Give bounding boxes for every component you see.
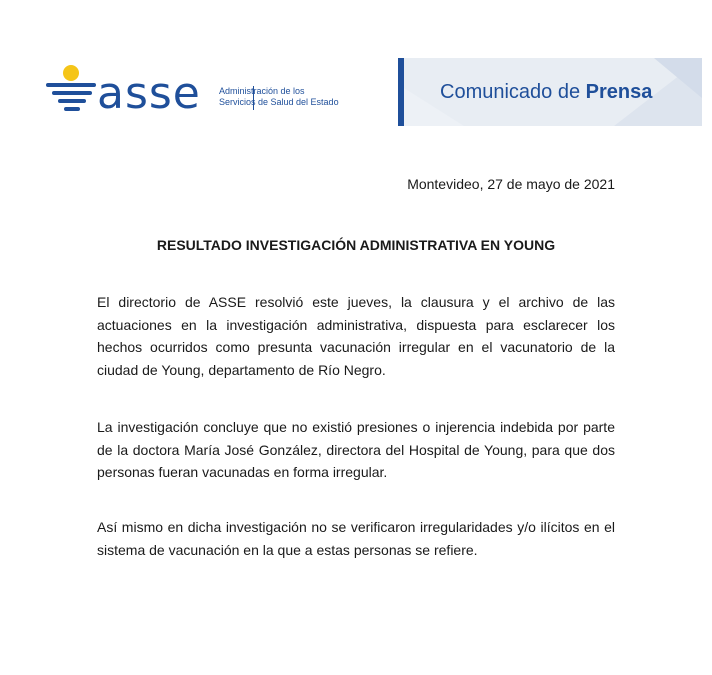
dateline: Montevideo, 27 de mayo de 2021 [407, 176, 615, 192]
logo-org-name [219, 86, 339, 108]
headline: RESULTADO INVESTIGACIÓN ADMINISTRATIVA EN YOUNG [156, 237, 556, 253]
org-name-line-2: Servicios de Salud del Estado [219, 97, 339, 107]
logo-wordmark: asse [97, 68, 201, 119]
banner-title-prefix: Comunicado de [440, 81, 586, 103]
paragraph-3: Así mismo en dicha investigación no se verificaron irregularidades y/o ilícitos en el sistema de vacunación en la que a estas personas se refiere. [97, 519, 615, 558]
org-name-line-1: Administración de los [219, 86, 305, 96]
paragraph-1: El directorio de ASSE resolvió este jueves, la clausura y el archivo de las actuaciones en la investigación administrativa, dispuesta para esclarecer los hechos ocurridos como presunta vacunación irregular en el vacunatorio de la ciudad de Young, departamento de Río Negro. [97, 294, 615, 378]
paragraph-2: La investigación concluye que no existió presiones o injerencia indebida por parte de la doctora María José González, directora del Hospital de Young, para que dos personas fueran vacunadas en forma irregular. [97, 419, 615, 480]
banner-title [440, 81, 652, 104]
asse-sun-emblem-icon [44, 64, 100, 114]
banner-title-bold: Prensa [585, 81, 653, 103]
press-release-banner [398, 58, 702, 126]
